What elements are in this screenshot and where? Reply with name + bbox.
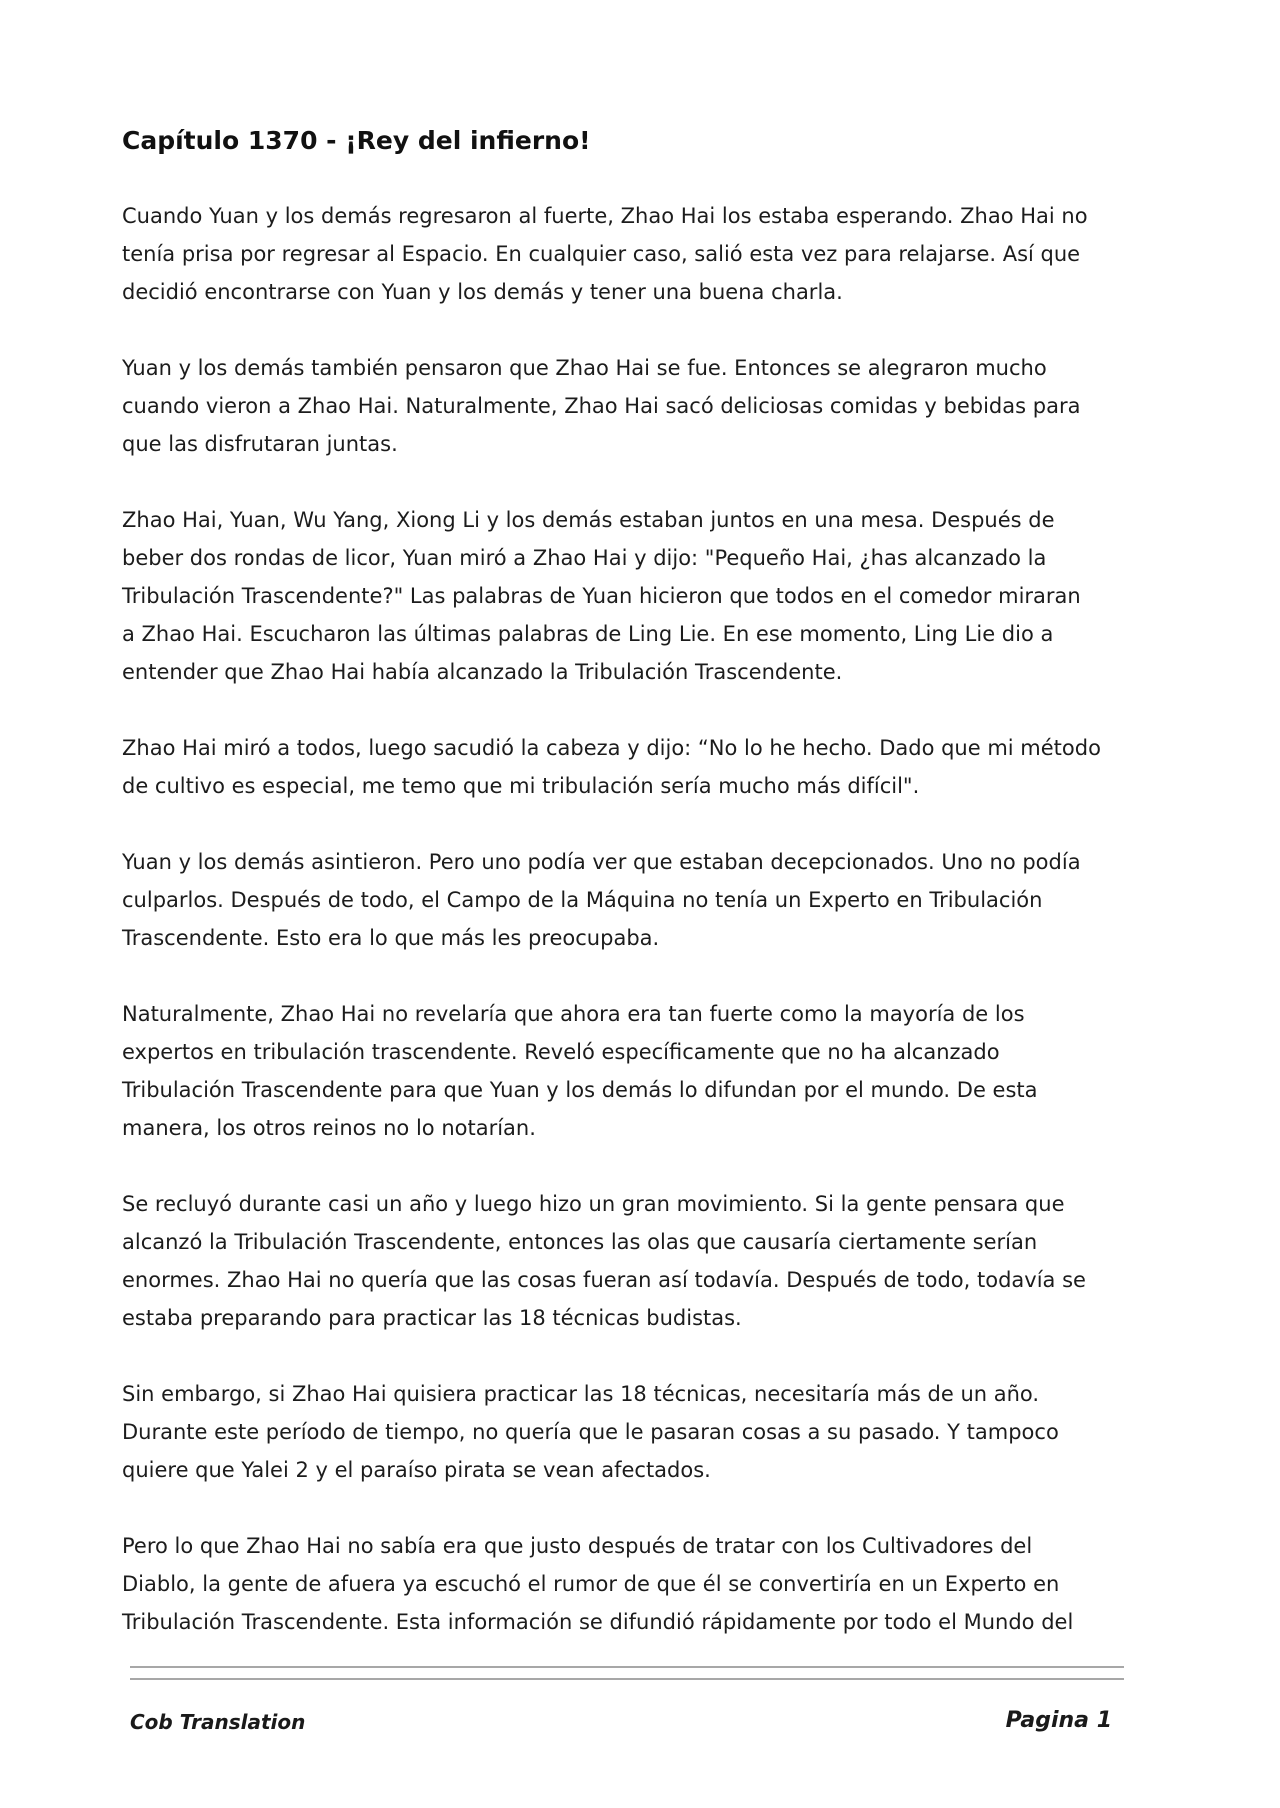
paragraph xyxy=(122,501,1127,691)
chapter-title: Capítulo 1370 - ¡Rey del infierno! xyxy=(122,126,591,155)
text-line: Sin embargo, si Zhao Hai quisiera practicar las 18 técnicas, necesitaría más de un año. xyxy=(122,1382,1040,1406)
paragraph xyxy=(122,843,1127,957)
text-line: de cultivo es especial, me temo que mi tribulación sería mucho más difícil". xyxy=(122,774,920,798)
paragraph xyxy=(122,729,1127,805)
paragraph xyxy=(122,1375,1127,1489)
text-line: Tribulación Trascendente para que Yuan y los demás lo difundan por el mundo. De esta xyxy=(122,1078,1038,1102)
text-line: expertos en tribulación trascendente. Reveló específicamente que no ha alcanzado xyxy=(122,1040,1000,1064)
text-line: Yuan y los demás también pensaron que Zhao Hai se fue. Entonces se alegraron mucho xyxy=(122,356,1047,380)
text-line: manera, los otros reinos no lo notarían. xyxy=(122,1116,536,1140)
text-line: decidió encontrarse con Yuan y los demás y tener una buena charla. xyxy=(122,280,843,304)
text-line: Cuando Yuan y los demás regresaron al fuerte, Zhao Hai los estaba esperando. Zhao Hai no xyxy=(122,204,1088,228)
page-number: Pagina 1 xyxy=(1005,1708,1112,1733)
text-line: entender que Zhao Hai había alcanzado la Tribulación Trascendente. xyxy=(122,660,843,684)
text-line: tenía prisa por regresar al Espacio. En cualquier caso, salió esta vez para relajarse. Así que xyxy=(122,242,1081,266)
text-line: alcanzó la Tribulación Trascendente, entonces las olas que causaría ciertamente serían xyxy=(122,1230,1038,1254)
paragraph xyxy=(122,995,1127,1147)
text-line: quiere que Yalei 2 y el paraíso pirata se vean afectados. xyxy=(122,1458,711,1482)
text-line: Zhao Hai, Yuan, Wu Yang, Xiong Li y los demás estaban juntos en una mesa. Después de xyxy=(122,508,1055,532)
footer-rule-bottom xyxy=(130,1678,1124,1680)
text-line: Naturalmente, Zhao Hai no revelaría que ahora era tan fuerte como la mayoría de los xyxy=(122,1002,1025,1026)
text-line: beber dos rondas de licor, Yuan miró a Zhao Hai y dijo: "Pequeño Hai, ¿has alcanzado la xyxy=(122,546,1047,570)
text-line: Durante este período de tiempo, no quería que le pasaran cosas a su pasado. Y tampoco xyxy=(122,1420,1059,1444)
text-line: Zhao Hai miró a todos, luego sacudió la cabeza y dijo: “No lo he hecho. Dado que mi método xyxy=(122,736,1101,760)
text-line: Trascendente. Esto era lo que más les preocupaba. xyxy=(122,926,660,950)
text-line: Yuan y los demás asintieron. Pero uno podía ver que estaban decepcionados. Uno no podía xyxy=(122,850,1081,874)
text-line: Tribulación Trascendente?" Las palabras de Yuan hicieron que todos en el comedor miraran xyxy=(122,584,1081,608)
document-body xyxy=(122,124,1127,1679)
footer-source: Cob Translation xyxy=(130,1710,306,1734)
text-line: estaba preparando para practicar las 18 técnicas budistas. xyxy=(122,1306,742,1330)
footer-rule-top xyxy=(130,1666,1124,1668)
text-line: culparlos. Después de todo, el Campo de la Máquina no tenía un Experto en Tribulación xyxy=(122,888,1043,912)
text-line: que las disfrutaran juntas. xyxy=(122,432,398,456)
text-line: Diablo, la gente de afuera ya escuchó el rumor de que él se convertiría en un Experto en xyxy=(122,1572,1060,1596)
text-line: Tribulación Trascendente. Esta información se difundió rápidamente por todo el Mundo del xyxy=(122,1610,1074,1634)
footer-divider xyxy=(130,1666,1124,1690)
text-line: a Zhao Hai. Escucharon las últimas palabras de Ling Lie. En ese momento, Ling Lie dio a xyxy=(122,622,1054,646)
text-line: enormes. Zhao Hai no quería que las cosas fueran así todavía. Después de todo, todavía se xyxy=(122,1268,1086,1292)
text-line: cuando vieron a Zhao Hai. Naturalmente, Zhao Hai sacó deliciosas comidas y bebidas para xyxy=(122,394,1081,418)
paragraph xyxy=(122,349,1127,463)
text-line: Pero lo que Zhao Hai no sabía era que justo después de tratar con los Cultivadores del xyxy=(122,1534,1033,1558)
paragraph xyxy=(122,1185,1127,1337)
paragraph xyxy=(122,1527,1127,1641)
paragraph xyxy=(122,197,1127,311)
text-line: Se recluyó durante casi un año y luego hizo un gran movimiento. Si la gente pensara que xyxy=(122,1192,1065,1216)
